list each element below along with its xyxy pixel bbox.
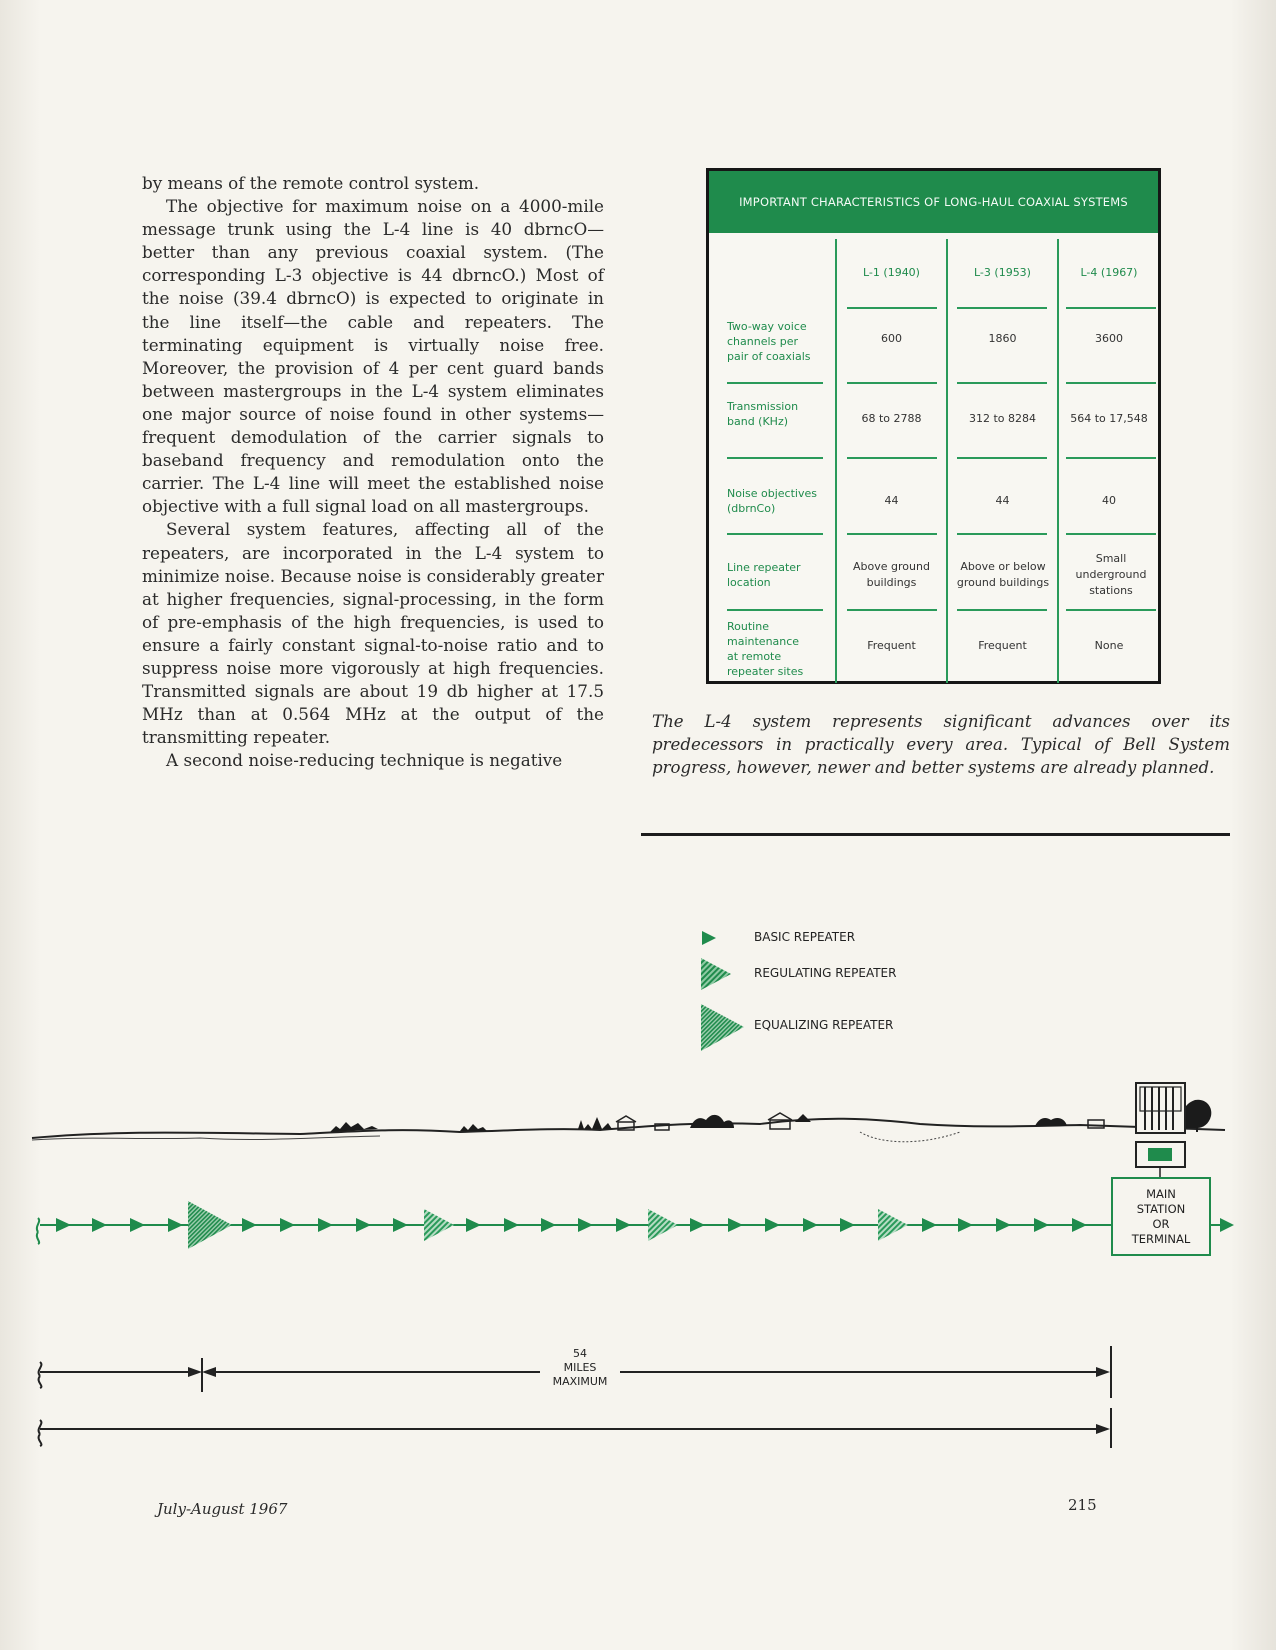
row-label-noise-objectives: Noise objectives (dbrnCo) (727, 487, 817, 515)
column-header-l4: L-4 (1967) (1080, 266, 1138, 279)
row-separator (957, 533, 1047, 535)
cell-value: 312 to 8284 (968, 412, 1037, 425)
cell-value: Above or below ground buildings (956, 560, 1050, 589)
column-header-l3: L-3 (1953) (974, 266, 1031, 279)
row-separator (727, 533, 823, 535)
station-label: STATION (1136, 1201, 1186, 1216)
spacing-label (540, 1347, 620, 1389)
legend-label: REGULATING REPEATER (754, 966, 897, 980)
row-separator (957, 457, 1047, 459)
cell-value: Frequent (867, 639, 916, 652)
station-label: OR (1152, 1216, 1170, 1231)
row-label-routine-maintenance: Routine maintenance at remote repeater sites (727, 620, 804, 678)
row-separator (957, 307, 1047, 309)
row-separator (1066, 457, 1156, 459)
column-divider (835, 239, 837, 683)
row-label-repeater-location: Line repeater location (727, 561, 801, 589)
table-caption: The L-4 system represents significant advances over its predecessors in practically every area. Typical of Bell System progress, however, newer and better systems are already planned. (652, 712, 1230, 777)
paragraph-2: The objective for maximum noise on a 4000-mile message trunk using the L-4 line is 40 dbrncO—better than any previous coaxial system. (The corresponding L-3 objective is 44 dbrncO.) Most of the noise (39.4 dbrncO) is expected to originate in the line itself—the cable and repeaters. The terminating equipment is virtually noise free. Moreover, the provision of 4 per cent guard bands between mastergroups in the L-4 system eliminates one major source of noise found in other systems—frequent demodulation of the carrier signals to baseband frequency and remodulation onto the carrier. The L-4 line will meet the established noise objective with a full signal load on all mastergroups. (142, 196, 604, 517)
legend-label: EQUALIZING REPEATER (754, 1018, 894, 1032)
cell-value: 564 to 17,548 (1070, 412, 1148, 425)
row-separator (957, 609, 1047, 611)
row-separator (847, 382, 937, 384)
row-separator (957, 382, 1047, 384)
page-number: 215 (1068, 1496, 1097, 1514)
paragraph-4: A second noise-reducing technique is negative (166, 750, 563, 771)
row-label-voice-channels: Two-way voice channels per pair of coaxials (727, 320, 811, 363)
cell-value: Small underground stations (1075, 552, 1147, 597)
paragraph-3: Several system features, affecting all of the repeaters, are incorporated in the L-4 system to minimize noise. Because noise is considerably greater at higher frequencies, signal-processing, in the form of pre-emphasis of the high frequencies, is used to ensure a fairly constant signal-to-noise ratio and to suppress noise more vigorously at high frequencies. Transmitted signals are about 19 db higher at 17.5 MHz than at 0.564 MHz at the output of the transmitting repeater. (142, 519, 604, 748)
legend-label: BASIC REPEATER (754, 930, 856, 944)
row-separator (1066, 533, 1156, 535)
characteristics-table (706, 168, 1161, 684)
row-separator (847, 457, 937, 459)
basic-repeater-icon (700, 929, 720, 949)
spacing-value: 54 (573, 1347, 587, 1360)
row-separator (847, 533, 937, 535)
cell-value: 68 to 2788 (861, 412, 922, 425)
section-rule (641, 833, 1230, 836)
cell-value: None (1094, 639, 1124, 652)
cell-value: 3600 (1095, 332, 1123, 345)
regulating-repeater-icon (700, 957, 734, 993)
cell-value: 44 (995, 494, 1010, 507)
station-label: MAIN (1146, 1186, 1176, 1201)
row-separator (1066, 382, 1156, 384)
cell-value: 40 (1102, 494, 1116, 507)
body-text-column (142, 172, 604, 772)
spacing-unit: MILES (563, 1361, 597, 1374)
row-separator (727, 609, 823, 611)
cell-value: Frequent (978, 639, 1027, 652)
row-separator (1066, 307, 1156, 309)
row-separator (847, 609, 937, 611)
column-header-l1: L-1 (1940) (863, 266, 920, 279)
table-title: IMPORTANT CHARACTERISTICS OF LONG-HAUL COAXIAL SYSTEMS (709, 171, 1158, 233)
row-separator (727, 457, 823, 459)
column-divider (1057, 239, 1059, 683)
paragraph-1: by means of the remote control system. (142, 173, 480, 193)
cell-value: 1860 (988, 332, 1017, 345)
row-separator (847, 307, 937, 309)
column-divider (946, 239, 948, 683)
issue-date: July-August 1967 (157, 1500, 288, 1518)
row-label-transmission-band: Transmission band (KHz) (727, 400, 799, 428)
main-station-box (1111, 1177, 1211, 1256)
row-separator (1066, 609, 1156, 611)
cell-value: 44 (884, 494, 899, 507)
cell-value: Above ground buildings (853, 560, 930, 589)
equalizing-repeater-icon (700, 1003, 746, 1053)
row-separator (727, 382, 823, 384)
spacing-qualifier: MAXIMUM (552, 1375, 608, 1388)
station-label: TERMINAL (1131, 1231, 1191, 1246)
cell-value: 600 (881, 332, 902, 345)
